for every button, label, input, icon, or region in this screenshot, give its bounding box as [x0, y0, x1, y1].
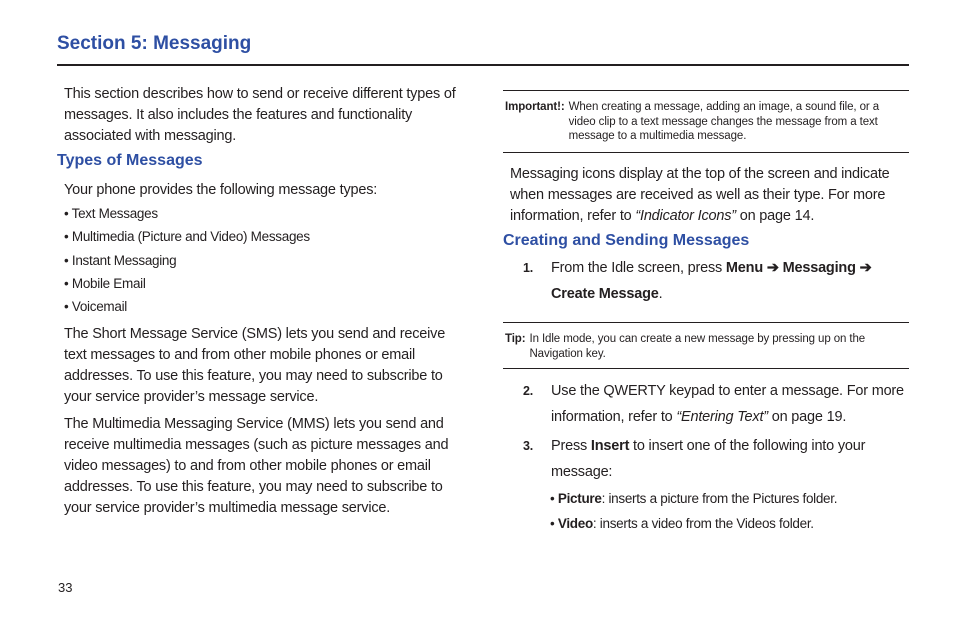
arrow-icon: ➔: [762, 260, 783, 276]
tip-note: [503, 322, 909, 369]
tip-label: Tip:: [505, 333, 526, 345]
step-2: 2. Use the QWERTY keypad to enter a message. For more information, refer to “Entering Text” on page 19.: [523, 378, 909, 430]
important-label: Important!:: [505, 101, 565, 113]
insert-label: Insert: [590, 438, 630, 454]
page-number: 33: [58, 580, 73, 595]
types-intro: Your phone provides the following message types:: [64, 182, 378, 198]
step-1: 1. From the Idle screen, press Menu ➔ Messaging ➔ Create Message.: [523, 255, 909, 307]
list-item: • Picture: inserts a picture from the Pictures folder.: [550, 491, 838, 506]
tip-text: In Idle mode, you can create a new message by pressing up on the Navigation key.: [529, 333, 866, 360]
section-title: Section 5: Messaging: [57, 33, 252, 54]
list-item: • Text Messages: [64, 206, 158, 221]
types-heading: Types of Messages: [57, 152, 203, 169]
menu-label: Menu: [725, 260, 763, 276]
list-item: • Video: inserts a video from the Videos folder.: [550, 516, 814, 531]
sms-paragraph: The Short Message Service (SMS) lets you send and receive text messages to and from other mobile phones or email addresses. To use this feature, you may need to subscribe to your service provider’s message service.: [64, 326, 446, 405]
intro-paragraph: This section describes how to send or receive different types of messages. It also includes the features and functionality associated with messaging.: [64, 86, 456, 144]
list-item: • Multimedia (Picture and Video) Messages: [64, 229, 310, 245]
list-item: • Mobile Email: [64, 275, 146, 291]
list-item: • Instant Messaging: [64, 252, 177, 268]
important-note: [503, 90, 909, 153]
creating-heading: Creating and Sending Messages: [503, 232, 750, 249]
messaging-label: Messaging: [782, 260, 856, 276]
sub-bullet-list: [550, 486, 906, 536]
step-number: 1.: [523, 261, 534, 275]
create-message-label: Create Message: [551, 286, 659, 302]
indicator-icons-ref: “Indicator Icons”: [635, 208, 736, 224]
important-text: When creating a message, adding an image, a sound file, or a video clip to a text message changes the message from a text message to a multimedia message.: [568, 101, 880, 142]
icons-paragraph: Messaging icons display at the top of the screen and indicate when messages are received as well as their type. For more information, refer to “Indicator Icons” on page 14.: [510, 166, 890, 224]
step-number: 3.: [523, 439, 534, 453]
entering-text-ref: “Entering Text”: [676, 409, 768, 425]
list-item: • Voicemail: [64, 299, 127, 315]
step-number: 2.: [523, 384, 534, 398]
step-3: 3. Press Insert to insert one of the following into your message:: [523, 433, 909, 485]
types-list: [64, 202, 464, 318]
title-divider: [57, 64, 909, 66]
mms-paragraph: The Multimedia Messaging Service (MMS) lets you send and receive multimedia messages (such as picture messages and video messages) to and from other mobile phones or email addresses. To use this feature, you may need to subscribe to your service provider’s multimedia message service.: [64, 416, 449, 516]
arrow-icon: ➔: [855, 260, 872, 276]
